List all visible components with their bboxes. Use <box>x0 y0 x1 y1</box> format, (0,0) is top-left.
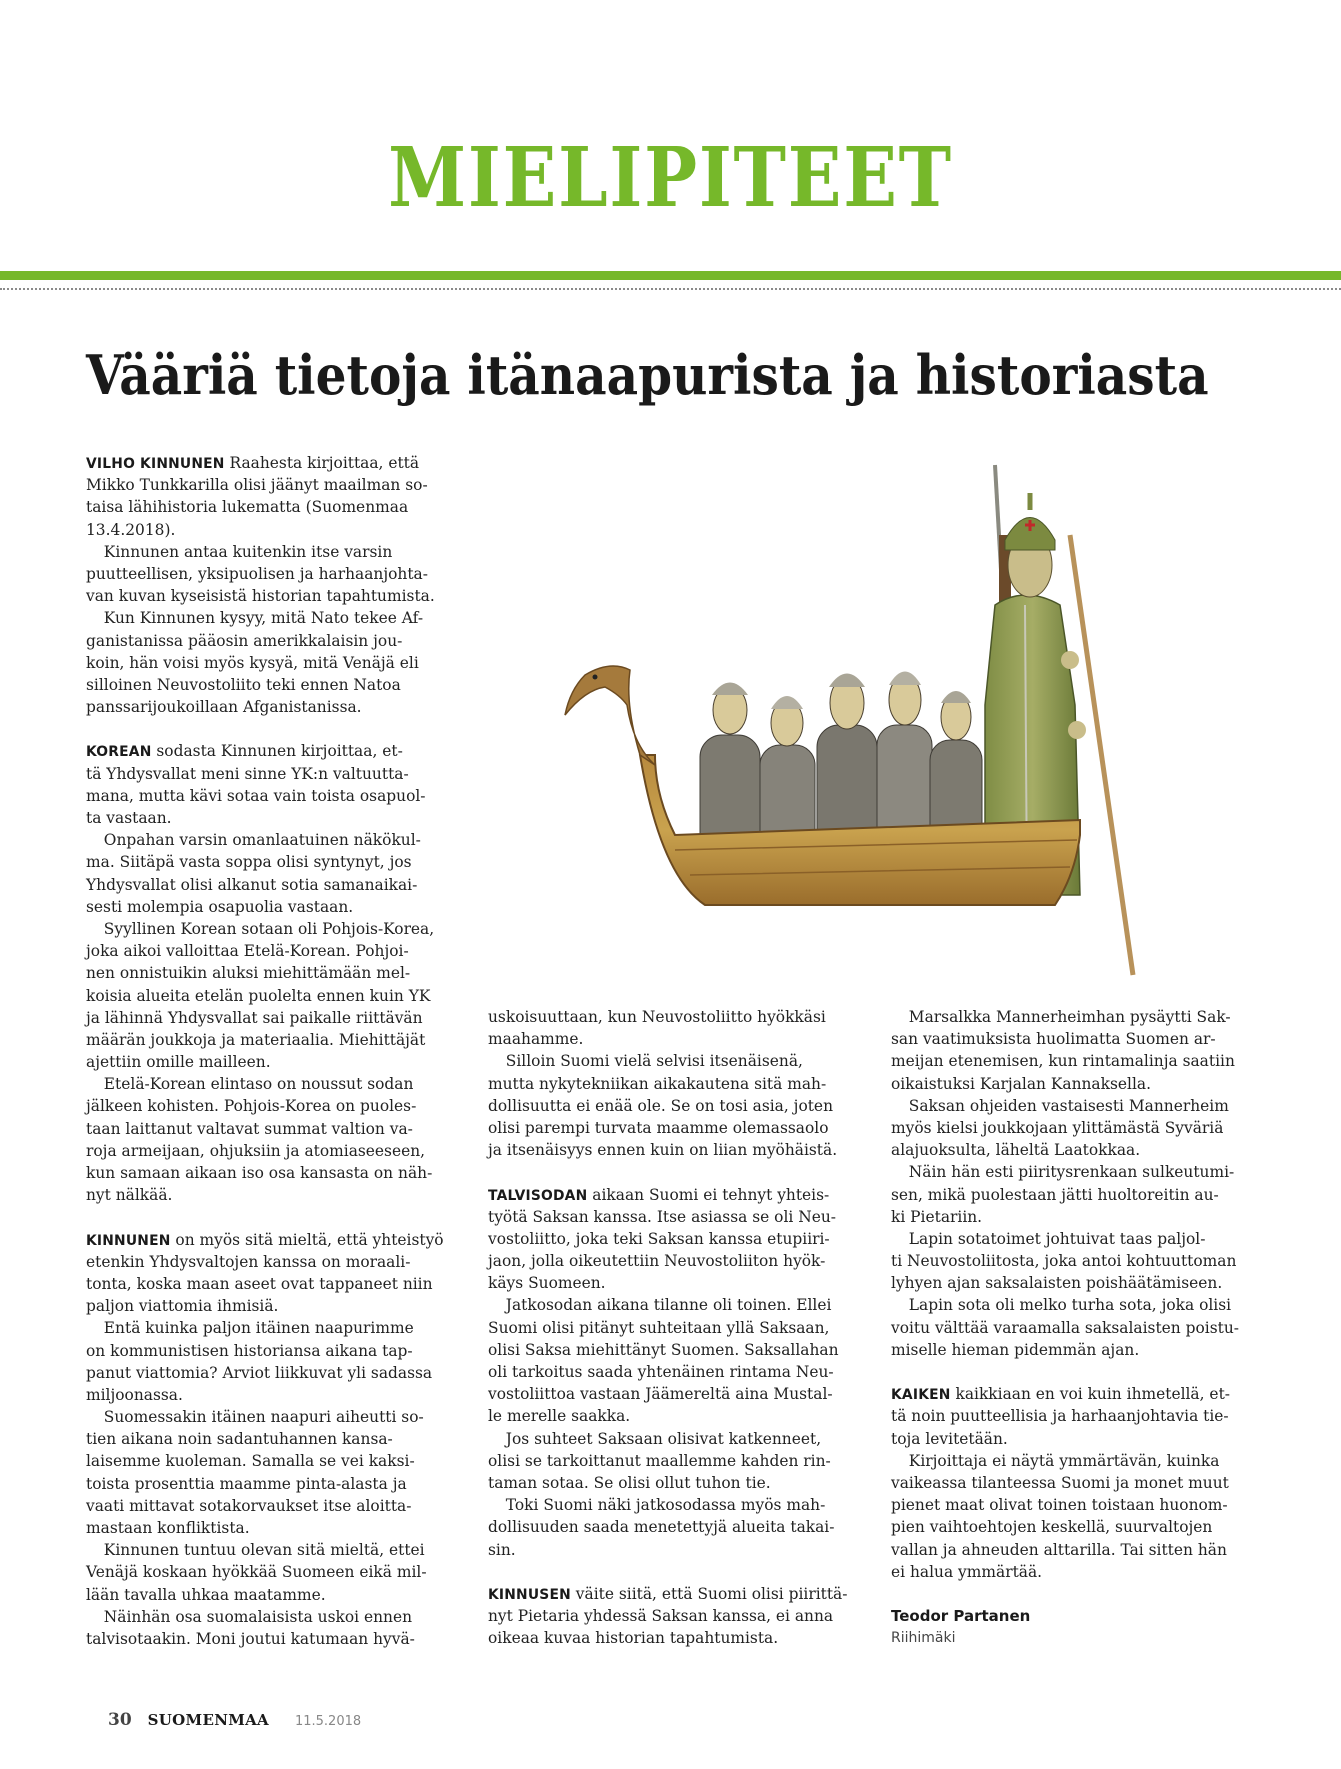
text-line <box>86 541 454 563</box>
text-line <box>488 1073 856 1095</box>
paragraph-gap <box>86 1206 458 1228</box>
line-text: panut viattomia? Arviot liikkuvat yli sadassa <box>86 1363 433 1382</box>
text-line <box>86 1495 454 1517</box>
line-text: jaon, jolla oikeutettiin Neuvostoliiton hyök- <box>488 1252 826 1271</box>
line-text: puutteellisen, yksipuolisen ja harhaanjohta- <box>86 564 428 583</box>
line-text: Näinhän osa suomalaisista uskoi ennen <box>103 1607 413 1626</box>
line-text: kun samaan aikaan iso osa kansasta on näh- <box>86 1164 433 1182</box>
line-text: Näin hän esti piiritysrenkaan sulkeutumi- <box>908 1163 1235 1182</box>
text-line <box>488 1050 856 1072</box>
paragraph-gap <box>488 1161 860 1183</box>
text-line <box>86 1561 454 1583</box>
line-text: mana, mutta kävi sotaa vain toista osapuol- <box>86 786 426 805</box>
text-line <box>86 1384 454 1406</box>
text-line <box>488 1383 856 1405</box>
line-text: ta vastaan. <box>86 809 172 827</box>
line-text: oikeaa kuvaa historian tapahtumista. <box>488 1629 779 1648</box>
text-line <box>86 1184 454 1206</box>
text-line <box>891 1250 1259 1272</box>
section-title: MIELIPITEET <box>388 130 953 226</box>
text-line <box>891 1228 1259 1250</box>
text-line <box>891 1206 1259 1228</box>
text-line <box>86 1539 454 1561</box>
text-line <box>86 962 454 984</box>
article-column-1 <box>86 452 458 1650</box>
text-line <box>86 1118 454 1140</box>
line-text: Toki Suomi näki jatkosodassa myös mah- <box>505 1496 826 1515</box>
line-text: Marsalkka Mannerheimhan pysäytti Sak- <box>908 1008 1231 1026</box>
line-text: sodasta Kinnunen kirjoittaa, et- <box>151 742 403 761</box>
text-line <box>891 1405 1259 1427</box>
text-line <box>86 763 454 785</box>
line-text: sen, mikä puolestaan jätti huoltoreitin au- <box>891 1185 1219 1204</box>
line-text: taan laittanut valtavat summat valtion va- <box>86 1119 413 1138</box>
text-line <box>86 696 454 718</box>
lead-in: KOREAN <box>86 744 152 761</box>
line-text: Raahesta kirjoittaa, että <box>224 454 420 472</box>
text-line <box>488 1250 856 1272</box>
paragraph-gap <box>891 1583 1263 1605</box>
line-text: joka aikoi valloittaa Etelä-Korean. Pohjoi- <box>86 942 409 961</box>
line-text: nen onnistuikin aluksi miehittämään mel- <box>86 964 411 983</box>
line-text: oli tarkoitus saada yhtenäinen rintama Neu- <box>488 1363 834 1381</box>
text-line <box>891 1294 1259 1316</box>
lead-in: KINNUNEN <box>86 1232 171 1249</box>
line-text: olisi Saksa miehittänyt Suomen. Saksallahan <box>488 1340 839 1359</box>
line-text: olisi parempi turvata maamme olemassaolo <box>488 1118 829 1137</box>
text-line <box>488 1361 856 1383</box>
line-text: Kun Kinnunen kysyy, mitä Nato tekee Af- <box>103 609 424 628</box>
line-text: voitu välttää varaamalla saksalaisten poistu- <box>891 1318 1239 1337</box>
line-text: vallan ja ahneuden alttarilla. Tai sitten hän <box>891 1540 1227 1559</box>
text-line <box>488 1450 856 1472</box>
line-text: le merelle saakka. <box>488 1407 631 1426</box>
text-line <box>488 1228 856 1250</box>
text-line <box>86 851 454 873</box>
text-line <box>86 896 454 918</box>
line-text: etenkin Yhdysvaltojen kanssa on moraali- <box>86 1252 411 1271</box>
text-line <box>891 1028 1259 1050</box>
author-location: Riihimäki <box>891 1630 956 1647</box>
line-text: dollisuuden saada menetettyjä alueita takai- <box>488 1518 835 1537</box>
page-footer <box>108 1710 361 1734</box>
line-text: työtä Saksan kanssa. Itse asiassa se oli Neu- <box>488 1207 837 1226</box>
line-text: ja itsenäisyys ennen kuin on liian myöhäistä. <box>488 1141 838 1160</box>
line-text: tä Yhdysvallat meni sinne YK:n valtuutta- <box>86 764 409 783</box>
text-line <box>488 1095 856 1117</box>
line-text: taisa lähihistoria lukematta (Suomenmaa <box>86 498 409 517</box>
line-text: Jatkosodan aikana tilanne oli toinen. Ellei <box>505 1296 832 1315</box>
text-line <box>86 918 454 940</box>
line-text: lään tavalla uhkaa maatamme. <box>86 1585 326 1604</box>
text-line <box>86 1340 454 1362</box>
line-text: lyhyen ajan saksalaisten poishäätämiseen. <box>891 1274 1223 1293</box>
text-line <box>86 1584 454 1606</box>
text-line <box>891 1139 1259 1161</box>
text-line <box>86 630 454 652</box>
lead-in: TALVISODAN <box>488 1187 588 1204</box>
text-line <box>891 1317 1259 1339</box>
text-line <box>891 1428 1259 1450</box>
text-line <box>488 1605 856 1627</box>
text-line <box>488 1006 856 1028</box>
line-text: Jos suhteet Saksaan olisivat katkenneet, <box>505 1429 822 1448</box>
dotted-divider <box>0 288 1341 290</box>
text-line <box>86 607 454 629</box>
text-line <box>488 1583 856 1605</box>
text-line <box>86 1007 454 1029</box>
lead-in: KINNUSEN <box>488 1586 571 1603</box>
article-column-2 <box>488 1006 860 1649</box>
article-headline: Vääriä tietoja itänaapurista ja historiasta <box>86 343 1209 407</box>
line-text: sesti molempia osapuolia vastaan. <box>86 897 354 916</box>
line-text: taman sotaa. Se olisi ollut tuhon tie. <box>488 1473 771 1492</box>
line-text: aikaan Suomi ei tehnyt yhteis- <box>587 1185 830 1204</box>
line-text: määrän joukkoja ja materiaalia. Miehittäjät <box>86 1030 426 1049</box>
line-text: alajuoksulta, läheltä Laatokkaa. <box>891 1141 1141 1160</box>
line-text: van kuvan kyseisistä historian tapahtumista. <box>86 587 435 606</box>
line-text: vostoliittoa vastaan Jäämereltä aina Mustal- <box>488 1385 833 1404</box>
text-line <box>86 1517 454 1539</box>
text-line <box>488 1428 856 1450</box>
text-line <box>488 1405 856 1427</box>
lead-in: KAIKEN <box>891 1387 951 1404</box>
line-text: toista prosenttia maamme pinta-alasta ja <box>86 1474 407 1493</box>
line-text: Silloin Suomi vielä selvisi itsenäisenä, <box>505 1052 803 1071</box>
text-line <box>86 1162 454 1184</box>
text-line <box>86 1140 454 1162</box>
line-text: paljon viattomia ihmisiä. <box>86 1297 279 1316</box>
issue-date: 11.5.2018 <box>294 1714 362 1729</box>
text-line <box>891 1561 1259 1583</box>
line-text: Lapin sotatoimet johtuivat taas paljol- <box>908 1229 1206 1248</box>
text-line <box>86 874 454 896</box>
line-text: Venäjä koskaan hyökkää Suomeen eikä mil- <box>86 1563 427 1582</box>
text-line <box>86 1095 454 1117</box>
text-line <box>86 652 454 674</box>
line-text: Kirjoittaja ei näytä ymmärtävän, kuinka <box>908 1451 1220 1470</box>
line-text: pien vaihtoehtojen keskellä, suurvaltojen <box>891 1518 1213 1537</box>
text-line <box>488 1627 856 1649</box>
text-line <box>86 740 454 762</box>
text-line <box>891 1184 1259 1206</box>
line-text: ma. Siitäpä vasta soppa olisi syntynyt, jos <box>86 853 412 872</box>
text-line <box>891 1095 1259 1117</box>
line-text: pienet maat olivat toinen toistaan huonom- <box>891 1496 1228 1515</box>
text-line <box>86 1251 454 1273</box>
text-line <box>86 1473 454 1495</box>
line-text: väite siitä, että Suomi olisi piirittä- <box>570 1584 848 1603</box>
line-text: ja lähinnä Yhdysvallat sai paikalle riittävän <box>86 1008 423 1027</box>
line-text: roja armeijaan, ohjuksiin ja atomiaseeseen, <box>86 1141 426 1160</box>
line-text: ganistanissa pääosin amerikkalaisin jou- <box>86 631 403 650</box>
text-line <box>891 1050 1259 1072</box>
text-line <box>891 1161 1259 1183</box>
line-text: koisia alueita etelän puolelta ennen kuin YK <box>86 986 431 1005</box>
line-text: ti Neuvostoliitosta, joka antoi kohtuuttoman <box>891 1252 1237 1271</box>
line-text: tien aikana noin sadantuhannen kansa- <box>86 1430 393 1449</box>
author-name: Teodor Partanen <box>891 1607 1031 1626</box>
line-text: olisi se tarkoittanut maallemme kahden rin- <box>488 1451 831 1470</box>
line-text: maahamme. <box>488 1030 584 1049</box>
text-line <box>86 519 454 541</box>
line-text: laisemme kuoleman. Samalla se vei kaksi- <box>86 1452 415 1471</box>
line-text: vostoliitto, joka teki Saksan kanssa etupiiri- <box>488 1229 830 1248</box>
text-line <box>488 1206 856 1228</box>
line-text: Yhdysvallat olisi alkanut sotia samanaikai- <box>86 875 418 894</box>
line-text: panssarijoukoillaan Afganistanissa. <box>86 698 362 717</box>
text-line <box>488 1272 856 1294</box>
line-text: sin. <box>488 1540 516 1559</box>
paragraph-gap <box>891 1361 1263 1383</box>
boat-illustration <box>555 455 1145 980</box>
text-line <box>891 1006 1259 1028</box>
text-line <box>86 1406 454 1428</box>
line-text: kaikkiaan en voi kuin ihmetellä, et- <box>950 1385 1230 1404</box>
lead-in: VILHO KINNUNEN <box>86 456 225 472</box>
line-text: Saksan ohjeiden vastaisesti Mannerheim <box>908 1096 1229 1115</box>
line-text: vaati mittavat sotakorvaukset itse aloitta- <box>86 1496 412 1515</box>
text-line <box>488 1494 856 1516</box>
line-text: nyt nälkää. <box>86 1186 173 1205</box>
line-text: oikaistuksi Karjalan Kannaksella. <box>891 1074 1151 1093</box>
text-line <box>488 1184 856 1206</box>
line-text: Suomi olisi pitänyt suhteitaan yllä Saksaan, <box>488 1318 830 1337</box>
text-line <box>891 1539 1259 1561</box>
text-line <box>86 1073 454 1095</box>
text-line <box>86 585 454 607</box>
text-line <box>488 1028 856 1050</box>
text-line <box>86 1029 454 1051</box>
line-text: on kommunistisen historiansa aikana tap- <box>86 1341 413 1360</box>
line-text: uskoisuuttaan, kun Neuvostoliitto hyökkäsi <box>488 1008 826 1026</box>
paragraph-gap <box>488 1561 860 1583</box>
text-line <box>86 563 454 585</box>
line-text: mastaan konfliktista. <box>86 1519 250 1537</box>
line-text: Lapin sota oli melko turha sota, joka olisi <box>908 1296 1232 1315</box>
line-text: Kinnunen tuntuu olevan sitä mieltä, ettei <box>103 1541 425 1560</box>
text-line <box>488 1139 856 1161</box>
line-text: käys Suomeen. <box>488 1274 606 1293</box>
text-line <box>86 1628 454 1650</box>
publication-name: SUOMENMAA <box>147 1711 269 1729</box>
text-line <box>891 1383 1259 1405</box>
line-text: Kinnunen antaa kuitenkin itse varsin <box>103 542 393 561</box>
line-text: Onpahan varsin omanlaatuinen näkökul- <box>103 831 421 850</box>
text-line <box>891 1450 1259 1472</box>
line-text: ei halua ymmärtää. <box>891 1562 1043 1581</box>
text-line <box>86 807 454 829</box>
text-line <box>86 1362 454 1384</box>
text-line <box>488 1317 856 1339</box>
line-text: mutta nykytekniikan aikakautena sitä mah- <box>488 1074 827 1093</box>
text-line <box>488 1117 856 1139</box>
text-line <box>891 1117 1259 1139</box>
line-text: silloinen Neuvostoliito teki ennen Natoa <box>86 675 401 694</box>
line-text: koin, hän voisi myös kysyä, mitä Venäjä eli <box>86 653 419 672</box>
text-line <box>86 674 454 696</box>
line-text: vaikeassa tilanteessa Suomi ja monet muut <box>891 1473 1229 1492</box>
text-line <box>891 1272 1259 1294</box>
article-column-3 <box>891 1006 1263 1649</box>
text-line <box>86 1295 454 1317</box>
text-line <box>86 940 454 962</box>
line-text: on myös sitä mieltä, että yhteistyö <box>170 1230 444 1249</box>
text-line <box>488 1339 856 1361</box>
line-text: Mikko Tunkkarilla olisi jäänyt maailman so- <box>86 476 428 495</box>
bird-prow <box>565 666 655 765</box>
text-line <box>86 1428 454 1450</box>
line-text: ki Pietariin. <box>891 1207 983 1226</box>
text-line <box>891 1339 1259 1361</box>
section-rule <box>0 271 1341 280</box>
text-line <box>86 1273 454 1295</box>
text-line <box>86 496 454 518</box>
text-line <box>86 985 454 1007</box>
line-text: san vaatimuksista huolimatta Suomen ar- <box>891 1030 1216 1049</box>
text-line <box>86 474 454 496</box>
text-line <box>86 1317 454 1339</box>
line-text: Entä kuinka paljon itäinen naapurimme <box>103 1319 414 1338</box>
line-text: Syyllinen Korean sotaan oli Pohjois-Korea, <box>103 919 435 938</box>
paragraph-gap <box>86 718 458 740</box>
pole <box>1070 535 1133 975</box>
line-text: toja levitetään. <box>891 1429 1008 1448</box>
text-line <box>86 1606 454 1628</box>
line-text: tä noin puutteellisia ja harhaanjohtavia tie- <box>891 1407 1229 1426</box>
line-text: 13.4.2018). <box>86 520 176 539</box>
line-text: Suomessakin itäinen naapuri aiheutti so- <box>103 1408 424 1427</box>
text-line <box>86 1051 454 1073</box>
text-line <box>891 1472 1259 1494</box>
text-line <box>891 1516 1259 1538</box>
text-line <box>488 1294 856 1316</box>
text-line <box>488 1539 856 1561</box>
line-text: tonta, koska maan aseet ovat tappaneet niin <box>86 1274 433 1293</box>
text-line <box>86 785 454 807</box>
text-line <box>891 1073 1259 1095</box>
text-line <box>86 452 454 474</box>
line-text: ajettiin omille mailleen. <box>86 1053 271 1072</box>
line-text: dollisuutta ei enää ole. Se on tosi asia, joten <box>488 1096 834 1115</box>
line-text: myös kielsi joukkojaan ylittämästä Syväriä <box>891 1118 1224 1137</box>
text-line <box>488 1472 856 1494</box>
line-text: miljoonassa. <box>86 1385 183 1404</box>
line-text: miselle hieman pidemmän ajan. <box>891 1340 1140 1359</box>
text-line <box>891 1494 1259 1516</box>
line-text: jälkeen kohisten. Pohjois-Korea on puoles- <box>86 1097 417 1116</box>
text-line <box>86 1450 454 1472</box>
text-line <box>86 829 454 851</box>
text-line <box>488 1516 856 1538</box>
line-text: Etelä-Korean elintaso on noussut sodan <box>103 1075 414 1094</box>
text-line <box>86 1229 454 1251</box>
page-number: 30 <box>108 1710 132 1730</box>
line-text: nyt Pietaria yhdessä Saksan kanssa, ei anna <box>488 1607 834 1626</box>
line-text: talvisotaakin. Moni joutui katumaan hyvä- <box>86 1629 415 1648</box>
line-text: meijan etenemisen, kun rintamalinja saatiin <box>891 1052 1235 1071</box>
